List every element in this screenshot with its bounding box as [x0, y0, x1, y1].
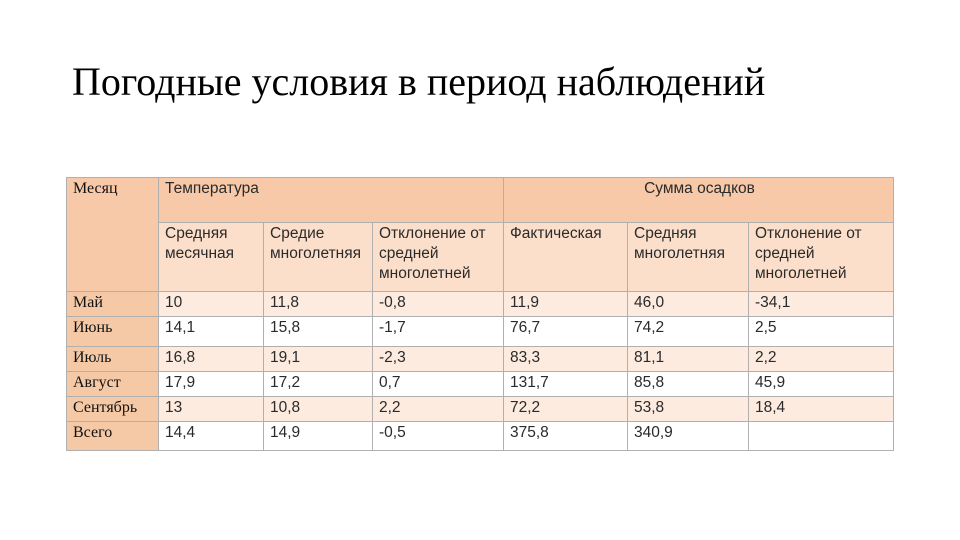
table-row [67, 292, 894, 317]
table-cell: 10 [159, 292, 264, 317]
table-row [67, 347, 894, 372]
month-cell: Май [67, 292, 159, 317]
month-cell: Июнь [67, 317, 159, 347]
table-cell: 375,8 [504, 422, 628, 451]
subheader-cell: Отклонение от средней многолетней [373, 223, 504, 292]
table-cell: -0,5 [373, 422, 504, 451]
month-header: Месяц [67, 178, 159, 292]
table-cell: -0,8 [373, 292, 504, 317]
table-cell: 11,9 [504, 292, 628, 317]
table-cell: 81,1 [628, 347, 749, 372]
table-row [67, 422, 894, 451]
table-cell: 76,7 [504, 317, 628, 347]
table-cell: 17,9 [159, 372, 264, 397]
table-cell: 83,3 [504, 347, 628, 372]
month-cell: Август [67, 372, 159, 397]
table-row [67, 317, 894, 347]
temperature-header: Температура [159, 178, 504, 223]
month-cell: Всего [67, 422, 159, 451]
subheader-cell: Фактическая [504, 223, 628, 292]
table-cell: 0,7 [373, 372, 504, 397]
subheader-cell: Средняя месячная [159, 223, 264, 292]
precipitation-header: Сумма осадков [504, 178, 894, 223]
table-cell: 2,5 [749, 317, 894, 347]
table-cell: 340,9 [628, 422, 749, 451]
table-cell: 14,1 [159, 317, 264, 347]
weather-table [66, 177, 894, 451]
table-row [67, 372, 894, 397]
table-cell: 14,4 [159, 422, 264, 451]
table-cell [749, 422, 894, 451]
table-cell: 2,2 [373, 397, 504, 422]
table-cell: 19,1 [264, 347, 373, 372]
table-cell: 72,2 [504, 397, 628, 422]
table-cell: 13 [159, 397, 264, 422]
table-cell: 46,0 [628, 292, 749, 317]
table-cell: 15,8 [264, 317, 373, 347]
subheader-row [67, 223, 894, 292]
table-cell: 11,8 [264, 292, 373, 317]
table-cell: 16,8 [159, 347, 264, 372]
table-cell: 18,4 [749, 397, 894, 422]
header-row [67, 178, 894, 223]
table-cell: 10,8 [264, 397, 373, 422]
table-cell: -34,1 [749, 292, 894, 317]
subheader-cell: Отклонение от средней многолетней [749, 223, 894, 292]
table-cell: -2,3 [373, 347, 504, 372]
subheader-cell: Средие многолетняя [264, 223, 373, 292]
table-cell: 131,7 [504, 372, 628, 397]
table-cell: 85,8 [628, 372, 749, 397]
month-cell: Июль [67, 347, 159, 372]
subheader-cell: Средняя многолетняя [628, 223, 749, 292]
table-cell: 53,8 [628, 397, 749, 422]
table-cell: 14,9 [264, 422, 373, 451]
month-cell: Сентябрь [67, 397, 159, 422]
slide-title: Погодные условия в период наблюдений [72, 59, 766, 104]
table-cell: 45,9 [749, 372, 894, 397]
table-cell: 2,2 [749, 347, 894, 372]
table-row [67, 397, 894, 422]
table-cell: -1,7 [373, 317, 504, 347]
table-cell: 17,2 [264, 372, 373, 397]
table-cell: 74,2 [628, 317, 749, 347]
